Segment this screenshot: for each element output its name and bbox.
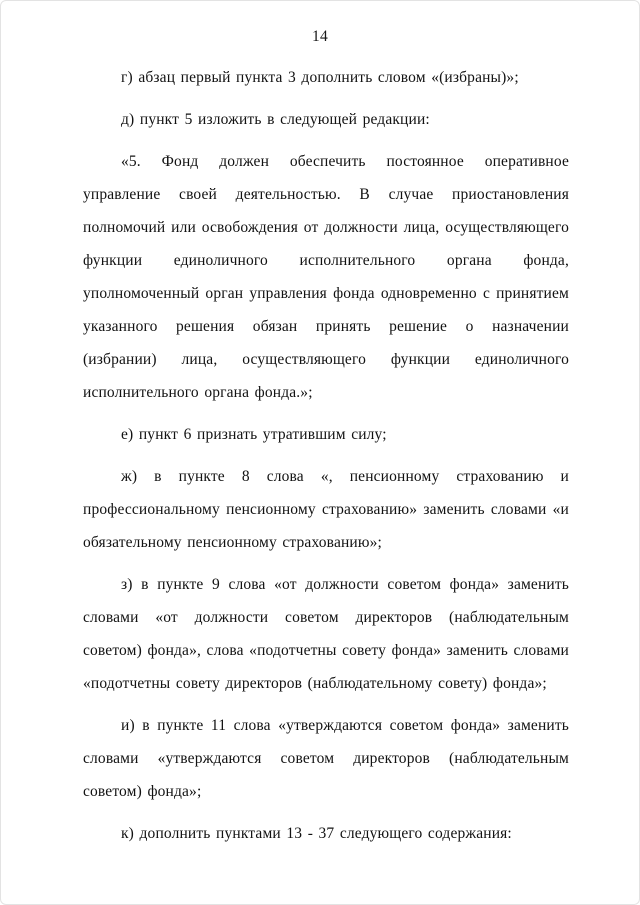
- paragraph-item-i: и) в пункте 11 слова «утверждаются советом фонда» заменить словами «утверждаются советом директоров (наблюдательным советом) фонда»;: [83, 717, 569, 800]
- paragraph-item-zh: ж) в пункте 8 слова «, пенсионному страхованию и профессиональному пенсионному страхованию» заменить словами «и обязательному пенсионному страхованию»;: [83, 468, 569, 551]
- paragraph-item-z: з) в пункте 9 слова «от должности советом фонда» заменить словами «от должности советом директоров (наблюдательным советом) фонда», слова «подотчетны совету фонда» заменить словами «подотчетны совету директоров (наблюдательному совету) фонда»;: [83, 576, 569, 692]
- paragraph-item-e: е) пункт 6 признать утратившим силу;: [121, 426, 387, 443]
- page-number: 14: [311, 28, 329, 45]
- paragraph-item-d: д) пункт 5 изложить в следующей редакции:: [121, 111, 430, 128]
- document-body: [83, 61, 569, 850]
- paragraph-clause-5: «5. Фонд должен обеспечить постоянное оперативное управление своей деятельностью. В случае приостановления полномочий или освобождения от должности лица, осуществляющего функции единоличного исполнительного органа фонда, уполномоченный орган управления фонда одновременно с принятием указанного решения обязан принять решение о назначении (избрании) лица, осуществляющего функции единоличного исполнительного органа фонда.»;: [83, 153, 569, 401]
- paragraph-item-k: к) дополнить пунктами 13 - 37 следующего содержания:: [121, 825, 512, 842]
- paragraph-item-g: г) абзац первый пункта 3 дополнить словом «(избраны)»;: [121, 69, 519, 86]
